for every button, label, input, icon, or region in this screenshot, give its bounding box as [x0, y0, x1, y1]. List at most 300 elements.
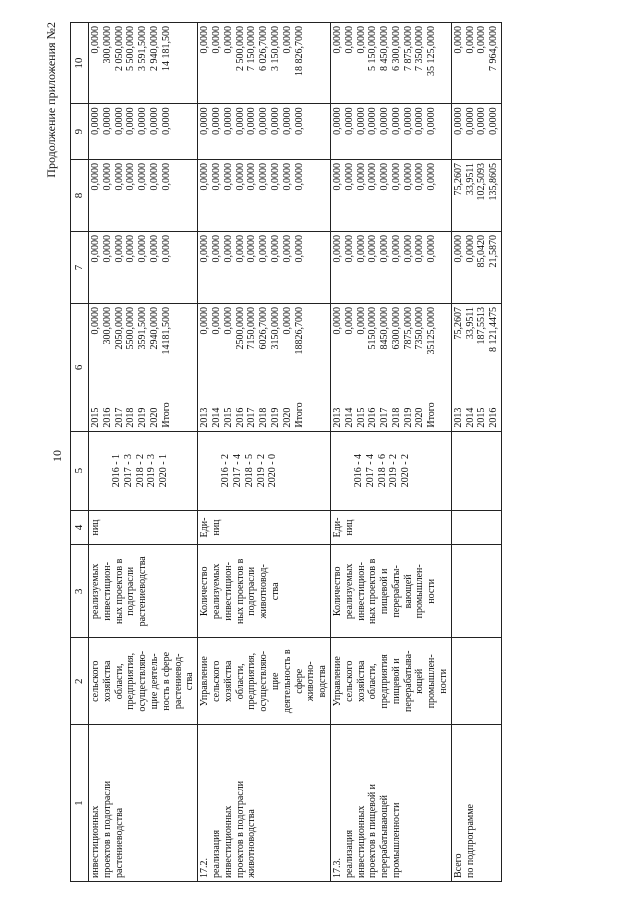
year-label: 2018 — [258, 407, 270, 428]
cell-text-line: проектов в пищевой и — [367, 783, 379, 878]
cell-text-line: 2019 - 2 — [388, 453, 400, 488]
cell-text-line: хозяйства — [355, 660, 367, 702]
year-value-line — [379, 307, 391, 428]
cell-text-line: ных проектов в — [234, 558, 246, 625]
cell-text-line: осуществляю- — [137, 650, 149, 712]
cell-text-line: 6 026,7000 — [258, 26, 270, 71]
responsible-cell — [198, 638, 331, 725]
cell-text-line: 3 150,0000 — [269, 26, 281, 71]
cell-text-line: 35 125,0000 — [426, 26, 438, 76]
cell-text-line: 0,0000 — [355, 163, 367, 191]
cell-text-line: 0,0000 — [222, 163, 234, 191]
cell-text-line: 7 875,0000 — [402, 26, 414, 71]
year-value-line — [403, 307, 415, 428]
cell-text-line: водства — [317, 665, 329, 698]
cell-text-line: 0,0000 — [488, 107, 500, 135]
amount-value: 0,0000 — [331, 306, 343, 335]
cell-text-line: растениеводства — [137, 556, 149, 627]
cell-text-line: сфере — [293, 668, 305, 694]
cell-text-line: 0,0000 — [293, 163, 305, 191]
indicator-cell — [88, 545, 197, 638]
year-value-line — [282, 307, 294, 428]
year-value-line — [161, 307, 173, 428]
year-label: 2015 — [222, 407, 234, 428]
cell-text-line: 0,0000 — [452, 107, 464, 135]
amount-cell — [88, 23, 197, 104]
amount-value: 0,0000 — [355, 306, 367, 335]
amount-total-cell — [451, 303, 501, 431]
cell-text-line: области, — [113, 663, 125, 700]
indicator-cell — [330, 545, 451, 638]
cell-text-line: 0,0000 — [355, 107, 367, 135]
amount-value: 0,0000 — [222, 306, 234, 335]
cell-text-line: сельского — [89, 660, 101, 702]
cell-text-line: Еди- — [199, 517, 211, 538]
amount-value: 0,0000 — [199, 306, 211, 335]
amount-value: 0,0000 — [281, 306, 293, 335]
year-label: 2013 — [199, 407, 211, 428]
cell-text-line: 0,0000 — [199, 107, 211, 135]
cell-text-line: 17.2. — [199, 858, 211, 878]
amount-value: 2940,0000 — [148, 306, 160, 350]
year-label: 2018 — [390, 407, 402, 428]
cell-text-line: 0,0000 — [210, 163, 222, 191]
unit-cell — [198, 510, 331, 545]
cell-text-line: реализация — [343, 829, 355, 878]
row-title-cell — [198, 725, 331, 882]
cell-text-line: 7 350,0000 — [414, 26, 426, 71]
year-label: 2013 — [452, 407, 464, 428]
cell-text-line: ниц — [89, 519, 101, 536]
cell-text-line: 0,0000 — [113, 235, 125, 263]
cell-text-line: пищевой и — [379, 568, 391, 615]
cell-text-line: 0,0000 — [402, 163, 414, 191]
year-label: 2016 — [367, 407, 379, 428]
cell-text-line: 0,0000 — [390, 107, 402, 135]
table-row — [451, 23, 501, 882]
cell-text-line: 2020 - 1 — [158, 453, 170, 488]
cell-text-line: 2016 - 1 — [110, 453, 122, 488]
year-value-line — [476, 307, 488, 428]
cell-text-line: 135,8605 — [488, 163, 500, 201]
cell-text-line: 0,0000 — [269, 235, 281, 263]
page-number: 10 — [50, 450, 64, 462]
year-label: 2016 — [101, 407, 113, 428]
year-label: 2017 — [246, 407, 258, 428]
cell-text-line: 0,0000 — [89, 235, 101, 263]
year-value-line — [426, 307, 438, 428]
cell-text-line: 0,0000 — [113, 107, 125, 135]
year-value-line — [223, 307, 235, 428]
cell-text-line: 0,0000 — [269, 107, 281, 135]
cell-text-line: 0,0000 — [452, 26, 464, 54]
cell-text-line: 75,2607 — [452, 163, 464, 196]
cell-text-line: 0,0000 — [426, 163, 438, 191]
year-label: 2016 — [488, 407, 500, 428]
year-value-line — [114, 307, 126, 428]
cell-text-line: 5 500,0000 — [125, 26, 137, 71]
amount-value: 5150,0000 — [367, 306, 379, 350]
cell-text-line: подотрасли — [246, 566, 258, 616]
unit-cell — [88, 510, 197, 545]
cell-text-line: 0,0000 — [210, 235, 222, 263]
cell-text-line: реализуемых — [343, 563, 355, 620]
year-label: 2015 — [89, 407, 101, 428]
cell-text-line: 0,0000 — [343, 107, 355, 135]
cell-text-line: 0,0000 — [414, 235, 426, 263]
cell-text-line: 2016 - 4 — [352, 453, 364, 488]
cell-text-line: 14 181,500 — [160, 26, 172, 71]
appendix-title: Продолжение приложения №2 — [44, 22, 58, 178]
cell-text-line: 0,0000 — [137, 163, 149, 191]
amount-value: 3591,5000 — [137, 306, 149, 350]
amount-value: 0,0000 — [343, 306, 355, 335]
amount-value: 18826,7000 — [293, 306, 305, 355]
cell-text-line: животноводства — [246, 809, 258, 878]
cell-text-line: проектов в подотрасли — [234, 780, 246, 878]
year-value-line — [149, 307, 161, 428]
cell-text-line: 2017 - 3 — [122, 453, 134, 488]
cell-text-line: 2017 - 4 — [364, 453, 376, 488]
program-table — [70, 22, 502, 882]
cell-text-line: 0,0000 — [89, 26, 101, 54]
cell-text-line: 2 500,0000 — [234, 26, 246, 71]
amount-value: 7150,0000 — [246, 306, 258, 350]
cell-text-line: 0,0000 — [331, 163, 343, 191]
amount-cell — [330, 23, 451, 104]
cell-text-line: 2020 - 2 — [400, 453, 412, 488]
table-body — [88, 23, 501, 882]
cell-text-line: ности — [426, 578, 438, 604]
cell-text-line: 0,0000 — [160, 235, 172, 263]
cell-text-line: сельского — [343, 660, 355, 702]
cell-text-line: 5 150,0000 — [367, 26, 379, 71]
cell-text-line: предприятия — [379, 654, 391, 709]
cell-text-line: по подпрограмме — [464, 804, 476, 878]
cell-text-line: ющей — [414, 668, 426, 694]
cell-text-line: щие деятель- — [148, 653, 160, 710]
year-label: 2018 — [125, 407, 137, 428]
cell-text-line: проектов в подотрасли — [101, 780, 113, 878]
year-label: 2015 — [476, 407, 488, 428]
cell-text-line: 33,9511 — [464, 163, 476, 196]
amount-total-cell — [198, 303, 331, 431]
cell-text-line: 0,0000 — [113, 163, 125, 191]
cell-text-line: 0,0000 — [464, 235, 476, 263]
col-header: 3 — [71, 545, 89, 638]
year-label: 2016 — [234, 407, 246, 428]
plan-values-cell — [330, 431, 451, 510]
year-label: 2020 — [414, 407, 426, 428]
cell-text-line: 0,0000 — [464, 26, 476, 54]
cell-text-line: 0,0000 — [281, 26, 293, 54]
cell-text-line: 0,0000 — [379, 235, 391, 263]
cell-text-line: ности — [438, 668, 450, 694]
year-value-line — [356, 307, 368, 428]
cell-text-line: 0,0000 — [367, 163, 379, 191]
cell-text-line: 0,0000 — [390, 235, 402, 263]
cell-text-line: 0,0000 — [222, 235, 234, 263]
year-value-line — [102, 307, 114, 428]
cell-text-line: 2016 - 2 — [220, 453, 232, 488]
cell-text-line: 0,0000 — [476, 107, 488, 135]
amount-value: 75,2607 — [452, 306, 464, 340]
cell-text-line: 0,0000 — [355, 235, 367, 263]
year-value-line — [90, 307, 102, 428]
amount-value: 3150,0000 — [269, 306, 281, 350]
amount-cell — [451, 23, 501, 104]
amount-value: 14181,5000 — [160, 306, 172, 355]
cell-text-line: области, — [367, 663, 379, 700]
cell-text-line: перерабаты- — [390, 565, 402, 618]
unit-cell — [330, 510, 451, 545]
amount-cell — [330, 104, 451, 160]
cell-text-line: области, — [234, 663, 246, 700]
amount-value: 33,9511 — [464, 306, 476, 340]
cell-text-line: 2 050,0000 — [113, 26, 125, 71]
cell-text-line: щие — [269, 672, 281, 691]
year-value-line — [294, 307, 306, 428]
table-row — [88, 23, 197, 882]
cell-text-line: 2017 - 4 — [231, 453, 243, 488]
cell-text-line: реализация — [210, 829, 222, 878]
cell-text-line: 0,0000 — [101, 163, 113, 191]
cell-text-line: реализуемых — [210, 563, 222, 620]
year-value-line — [465, 307, 477, 428]
year-label: 2019 — [402, 407, 414, 428]
table-row — [198, 23, 331, 882]
cell-text-line: животновод- — [258, 564, 270, 619]
cell-text-line: 8 450,0000 — [379, 26, 391, 71]
cell-text-line: 0,0000 — [426, 107, 438, 135]
year-label: 2020 — [281, 407, 293, 428]
year-value-line — [270, 307, 282, 428]
cell-text-line: 2018 - 6 — [376, 453, 388, 488]
col-header: 9 — [71, 104, 89, 160]
cell-text-line: 17.3. — [331, 858, 343, 878]
cell-text-line: 0,0000 — [414, 163, 426, 191]
cell-text-line: Всего — [452, 853, 464, 878]
cell-text-line: животно- — [305, 661, 317, 702]
amount-total-cell — [88, 303, 197, 431]
cell-text-line: предприятия, — [125, 652, 137, 710]
cell-text-line: 0,0000 — [160, 107, 172, 135]
cell-text-line: 0,0000 — [199, 235, 211, 263]
amount-value: 8450,0000 — [379, 306, 391, 350]
cell-text-line: реализуемых — [89, 563, 101, 620]
col-header: 8 — [71, 160, 89, 232]
year-value-line — [391, 307, 403, 428]
cell-text-line: 18 826,7000 — [293, 26, 305, 76]
year-label: 2014 — [343, 407, 355, 428]
amount-value: 7350,0000 — [414, 306, 426, 350]
cell-text-line: 0,0000 — [281, 235, 293, 263]
amount-value: 6026,7000 — [258, 306, 270, 350]
plan-values-cell — [451, 431, 501, 510]
cell-text-line: 0,0000 — [379, 107, 391, 135]
year-value-line — [453, 307, 465, 428]
cell-text-line: Количество — [331, 566, 343, 617]
cell-text-line: Управление — [199, 656, 211, 707]
cell-text-line: перерабатыва- — [402, 650, 414, 712]
cell-text-line: 0,0000 — [464, 107, 476, 135]
cell-text-line: 0,0000 — [390, 163, 402, 191]
cell-text-line: 2 940,0000 — [148, 26, 160, 71]
cell-text-line: осуществляю- — [258, 650, 270, 712]
cell-text-line: инвестицион- — [355, 562, 367, 621]
amount-value: 0,0000 — [210, 306, 222, 335]
cell-text-line: 0,0000 — [148, 235, 160, 263]
year-value-line — [258, 307, 270, 428]
cell-text-line: 0,0000 — [222, 107, 234, 135]
cell-text-line: 0,0000 — [137, 235, 149, 263]
cell-text-line: 0,0000 — [355, 26, 367, 54]
amount-cell — [198, 104, 331, 160]
amount-cell — [451, 160, 501, 232]
cell-text-line: 0,0000 — [125, 163, 137, 191]
cell-text-line: 0,0000 — [367, 235, 379, 263]
cell-text-line: промышлен- — [414, 564, 426, 619]
cell-text-line: 7 150,0000 — [246, 26, 258, 71]
cell-text-line: 0,0000 — [331, 107, 343, 135]
cell-text-line: 300,0000 — [101, 26, 113, 64]
cell-text-line: 0,0000 — [402, 235, 414, 263]
cell-text-line: 0,0000 — [367, 107, 379, 135]
cell-text-line: инвестиционных — [222, 805, 234, 878]
cell-text-line: деятельность в — [281, 649, 293, 714]
year-label: 2019 — [137, 407, 149, 428]
year-label: 2019 — [269, 407, 281, 428]
cell-text-line: 0,0000 — [222, 26, 234, 54]
cell-text-line: ства — [269, 582, 281, 601]
cell-text-line: 0,0000 — [331, 235, 343, 263]
cell-text-line: 0,0000 — [258, 163, 270, 191]
col-header: 4 — [71, 510, 89, 545]
amount-value: 187,5513 — [476, 306, 488, 345]
amount-cell — [88, 232, 197, 304]
cell-text-line: 2018 - 2 — [134, 453, 146, 488]
cell-text-line: промышленности — [390, 802, 402, 878]
cell-text-line: ниц — [343, 519, 355, 536]
cell-text-line: 0,0000 — [281, 107, 293, 135]
cell-text-line: 21,5870 — [488, 235, 500, 268]
cell-text-line: 0,0000 — [125, 235, 137, 263]
year-label: Итого — [160, 402, 172, 428]
cell-text-line: 102,5093 — [476, 163, 488, 201]
cell-text-line: 0,0000 — [402, 107, 414, 135]
amount-value: 35125,0000 — [426, 306, 438, 355]
cell-text-line: 0,0000 — [246, 107, 258, 135]
year-label: 2014 — [210, 407, 222, 428]
cell-text-line: инвестицион- — [222, 562, 234, 621]
cell-text-line: 0,0000 — [210, 107, 222, 135]
amount-cell — [88, 160, 197, 232]
cell-text-line: растениеводства — [113, 807, 125, 878]
amount-value: 2500,0000 — [234, 306, 246, 350]
cell-text-line: 0,0000 — [414, 107, 426, 135]
year-value-line — [199, 307, 211, 428]
plan-values-cell — [198, 431, 331, 510]
cell-text-line: 0,0000 — [199, 163, 211, 191]
cell-text-line: 0,0000 — [89, 163, 101, 191]
cell-text-line: растениевод- — [172, 653, 184, 710]
year-value-line — [367, 307, 379, 428]
year-value-line — [211, 307, 223, 428]
year-label: 2014 — [464, 407, 476, 428]
col-header: 5 — [71, 431, 89, 510]
col-header: 10 — [71, 23, 89, 104]
cell-text-line: 0,0000 — [148, 163, 160, 191]
col-header: 7 — [71, 232, 89, 304]
amount-cell — [451, 104, 501, 160]
year-value-line — [137, 307, 149, 428]
cell-text-line: 0,0000 — [379, 163, 391, 191]
row-title-cell — [451, 725, 501, 882]
cell-text-line: 0,0000 — [343, 26, 355, 54]
cell-text-line: 7 964,0000 — [488, 26, 500, 71]
cell-text-line: сельского — [210, 660, 222, 702]
cell-text-line: 0,0000 — [331, 26, 343, 54]
amount-value: 8 121,4475 — [488, 306, 500, 352]
amount-cell — [198, 160, 331, 232]
cell-text-line: 85,0420 — [476, 235, 488, 268]
year-value-line — [332, 307, 344, 428]
year-value-line — [246, 307, 258, 428]
cell-text-line: 0,0000 — [234, 163, 246, 191]
year-label: 2020 — [148, 407, 160, 428]
year-value-line — [125, 307, 137, 428]
cell-text-line: 0,0000 — [246, 235, 258, 263]
row-title-cell — [330, 725, 451, 882]
amount-cell — [198, 23, 331, 104]
cell-text-line: хозяйства — [222, 660, 234, 702]
indicator-cell — [198, 545, 331, 638]
cell-text-line: инвестиционных — [355, 805, 367, 878]
rotated-content — [40, 22, 600, 882]
cell-text-line: ность в сфере — [160, 651, 172, 711]
year-label: 2015 — [355, 407, 367, 428]
year-label: 2017 — [379, 407, 391, 428]
cell-text-line: 0,0000 — [246, 163, 258, 191]
col-header: 6 — [71, 303, 89, 431]
col-header: 2 — [71, 638, 89, 725]
cell-text-line: 3 591,5000 — [137, 26, 149, 71]
cell-text-line: 0,0000 — [101, 107, 113, 135]
amount-cell — [330, 160, 451, 232]
amount-cell — [88, 104, 197, 160]
cell-text-line: перерабатывающей — [379, 794, 391, 878]
responsible-cell — [88, 638, 197, 725]
year-label: 2013 — [331, 407, 343, 428]
indicator-cell — [451, 545, 501, 638]
cell-text-line: 0,0000 — [199, 26, 211, 54]
year-value-line — [488, 307, 500, 428]
year-label: Итого — [293, 402, 305, 428]
cell-text-line: ства — [184, 672, 196, 691]
header-row — [71, 23, 89, 882]
year-label: 2017 — [113, 407, 125, 428]
cell-text-line: 0,0000 — [426, 235, 438, 263]
cell-text-line: хозяйства — [101, 660, 113, 702]
cell-text-line: 2019 - 2 — [255, 453, 267, 488]
cell-text-line: инвестиционных — [89, 805, 101, 878]
cell-text-line: Управление — [331, 656, 343, 707]
cell-text-line: 0,0000 — [89, 107, 101, 135]
amount-cell — [451, 232, 501, 304]
cell-text-line: 0,0000 — [452, 235, 464, 263]
cell-text-line: 2018 - 5 — [243, 453, 255, 488]
cell-text-line: 0,0000 — [258, 107, 270, 135]
